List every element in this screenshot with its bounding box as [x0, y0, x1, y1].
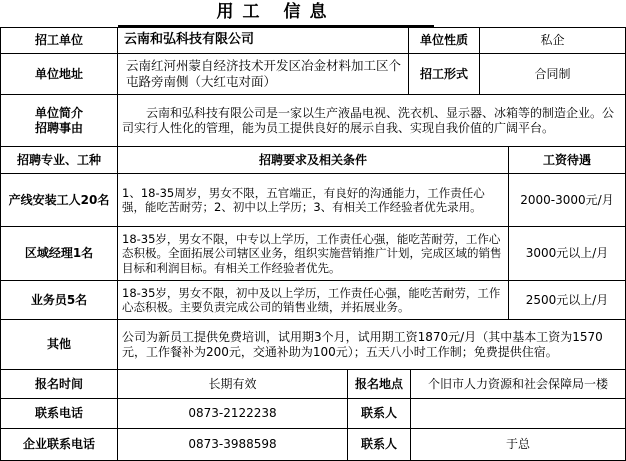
header-salary: 工资待遇 [508, 146, 626, 174]
job-requirements: 1、18-35周岁，男女不限，五官端正，有良好的沟通能力，工作责任心强，能吃苦耐劳；2、初中以上学历；3、有相关工作经验者优先录用。 [117, 173, 509, 227]
employer-name: 云南和弘科技有限公司 [117, 27, 409, 54]
other-label: 其他 [0, 319, 118, 370]
contact-phone-value: 0873-2122238 [117, 398, 348, 429]
intro-value: 云南和弘科技有限公司是一家以生产液晶电视、洗衣机、显示器、冰箱等的制造企业。公司实行人性化的管理，能为员工提供良好的展示自我、实现自我价值的广阔平台。 [117, 94, 626, 147]
job-position: 业务员5名 [0, 280, 118, 320]
contact-person-value [410, 398, 626, 429]
address-label: 单位地址 [0, 53, 118, 95]
company-person-label: 联系人 [347, 428, 411, 461]
company-phone-value: 0873-3988598 [117, 428, 348, 461]
employer-label: 招工单位 [0, 27, 118, 54]
form-label: 招工形式 [408, 53, 480, 95]
job-requirements: 18-35岁，男女不限，中专以上学历，工作责任心强，能吃苦耐劳，工作心态积极。全面拓展公司辖区业务，组织实施营销推广计划，完成区域的销售目标和利润目标。有相关工作经验者优先。 [117, 226, 509, 281]
contact-phone-label: 联系电话 [0, 398, 118, 429]
page-title: 用工 信息 [118, 0, 434, 27]
job-requirements: 18-35岁，男女不限，初中及以上学历，工作责任心强，能吃苦耐劳，工作心态积极。主要负责完成公司的销售业绩，并拓展业务。 [117, 280, 509, 320]
registration-place-value: 个旧市人力资源和社会保障局一楼 [410, 369, 626, 399]
registration-time-value: 长期有效 [117, 369, 348, 399]
company-phone-label: 企业联系电话 [0, 428, 118, 461]
job-position: 区域经理1名 [0, 226, 118, 281]
nature-label: 单位性质 [408, 27, 480, 54]
job-salary: 2500元以上/月 [508, 280, 626, 320]
contact-person-label: 联系人 [347, 398, 411, 429]
form-value: 合同制 [479, 53, 626, 95]
address-value: 云南红河州蒙自经济技术开发区冶金材料加工区个屯路旁南侧（大红屯对面） [117, 53, 409, 95]
registration-time-label: 报名时间 [0, 369, 118, 399]
job-salary: 3000元以上/月 [508, 226, 626, 281]
header-position: 招聘专业、工种 [0, 146, 118, 174]
header-requirements: 招聘要求及相关条件 [117, 146, 509, 174]
nature-value: 私企 [479, 27, 626, 54]
intro-label: 单位简介 招聘事由 [0, 94, 118, 147]
registration-place-label: 报名地点 [347, 369, 411, 399]
job-position: 产线安装工人20名 [0, 173, 118, 227]
job-salary: 2000-3000元/月 [508, 173, 626, 227]
other-value: 公司为新员工提供免费培训，试用期3个月，试用期工资1870元/月（其中基本工资为1570元，工作餐补为200元，交通补助为100元）；五天八小时工作制；免费提供住宿。 [117, 319, 626, 370]
company-person-value: 于总 [410, 428, 626, 461]
